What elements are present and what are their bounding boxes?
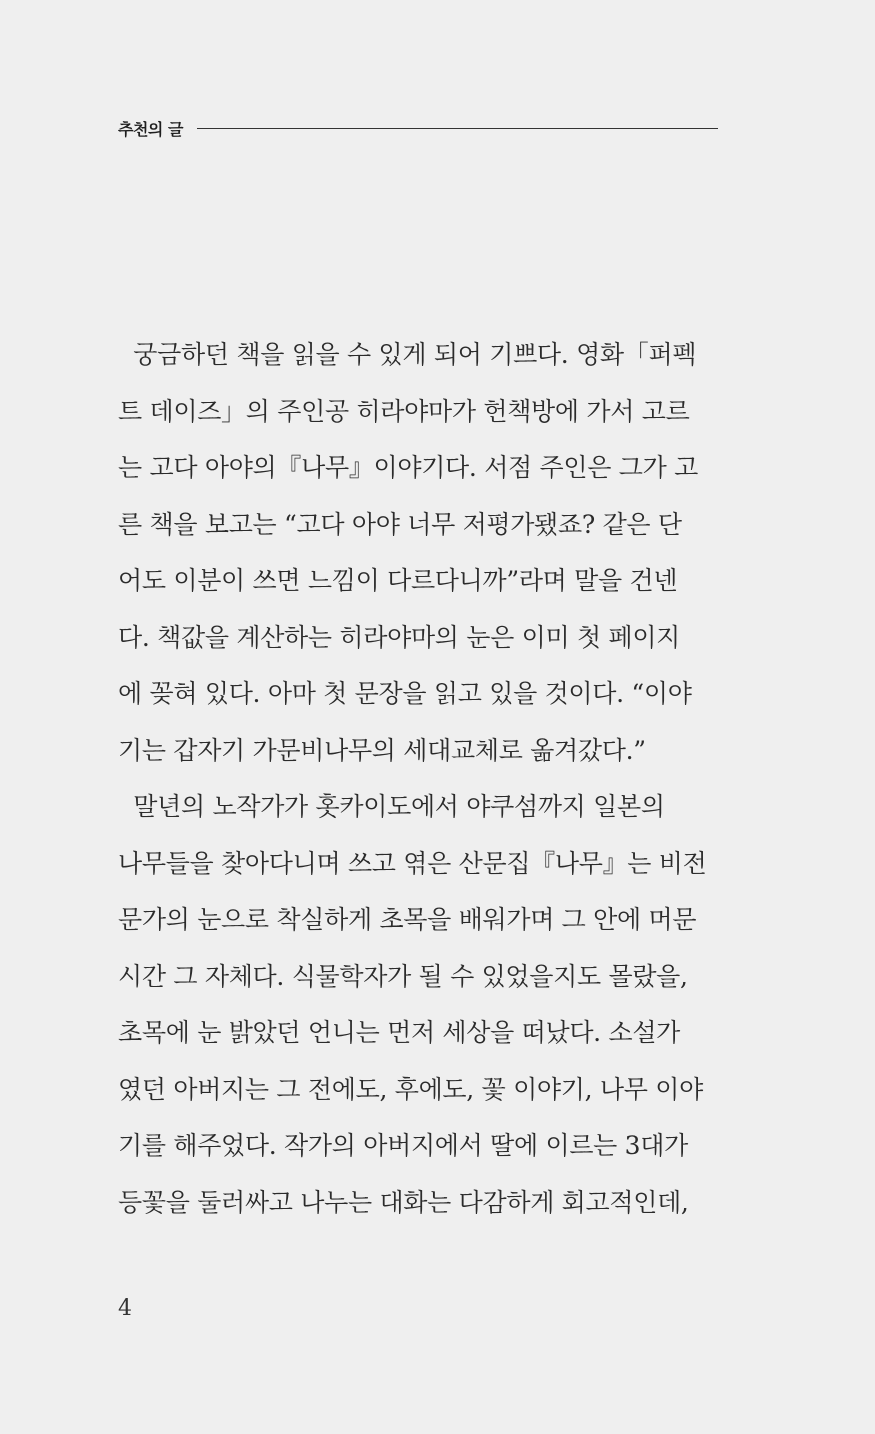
section-header bbox=[118, 114, 718, 142]
text-line: 궁금하던 책을 읽을 수 있게 되어 기쁘다. 영화「퍼펙 bbox=[118, 340, 697, 369]
text-line: 트 데이즈」의 주인공 히라야마가 헌책방에 가서 고르 bbox=[118, 396, 690, 426]
text-line: 시간 그 자체다. 식물학자가 될 수 있었을지도 몰랐을, bbox=[118, 961, 688, 991]
page-number: 4 bbox=[118, 1296, 132, 1321]
text-line: 른 책을 보고는 “고다 아야 너무 저평가됐죠? 같은 단 bbox=[118, 509, 682, 539]
text-line: 기를 해주었다. 작가의 아버지에서 딸에 이르는 3대가 bbox=[118, 1131, 688, 1160]
text-line: 에 꽂혀 있다. 아마 첫 문장을 읽고 있을 것이다. “이야 bbox=[118, 679, 692, 708]
text-line: 말년의 노작가가 홋카이도에서 야쿠섬까지 일본의 bbox=[118, 792, 665, 821]
text-line: 문가의 눈으로 착실하게 초목을 배워가며 그 안에 머문 bbox=[118, 905, 697, 934]
text-line: 기는 갑자기 가문비나무의 세대교체로 옮겨갔다.” bbox=[118, 735, 646, 765]
body-text bbox=[118, 327, 718, 1231]
text-line: 어도 이분이 쓰면 느낌이 다르다니까”라며 말을 건넨 bbox=[118, 566, 678, 595]
text-line: 초목에 눈 밝았던 언니는 먼저 세상을 떠났다. 소설가 bbox=[118, 1018, 681, 1047]
section-title: 추천의 글 bbox=[118, 119, 183, 139]
header-divider bbox=[197, 128, 718, 129]
text-line: 다. 책값을 계산하는 히라야마의 눈은 이미 첫 페이지 bbox=[118, 622, 681, 652]
text-line: 는 고다 아야의『나무』이야기다. 서점 주인은 그가 고 bbox=[118, 453, 698, 482]
text-line: 등꽃을 둘러싸고 나누는 대화는 다감하게 회고적인데, bbox=[118, 1187, 689, 1217]
text-line: 였던 아버지는 그 전에도, 후에도, 꽃 이야기, 나무 이야 bbox=[118, 1074, 703, 1104]
text-line: 나무들을 찾아다니며 쓰고 엮은 산문집『나무』는 비전 bbox=[118, 848, 707, 878]
